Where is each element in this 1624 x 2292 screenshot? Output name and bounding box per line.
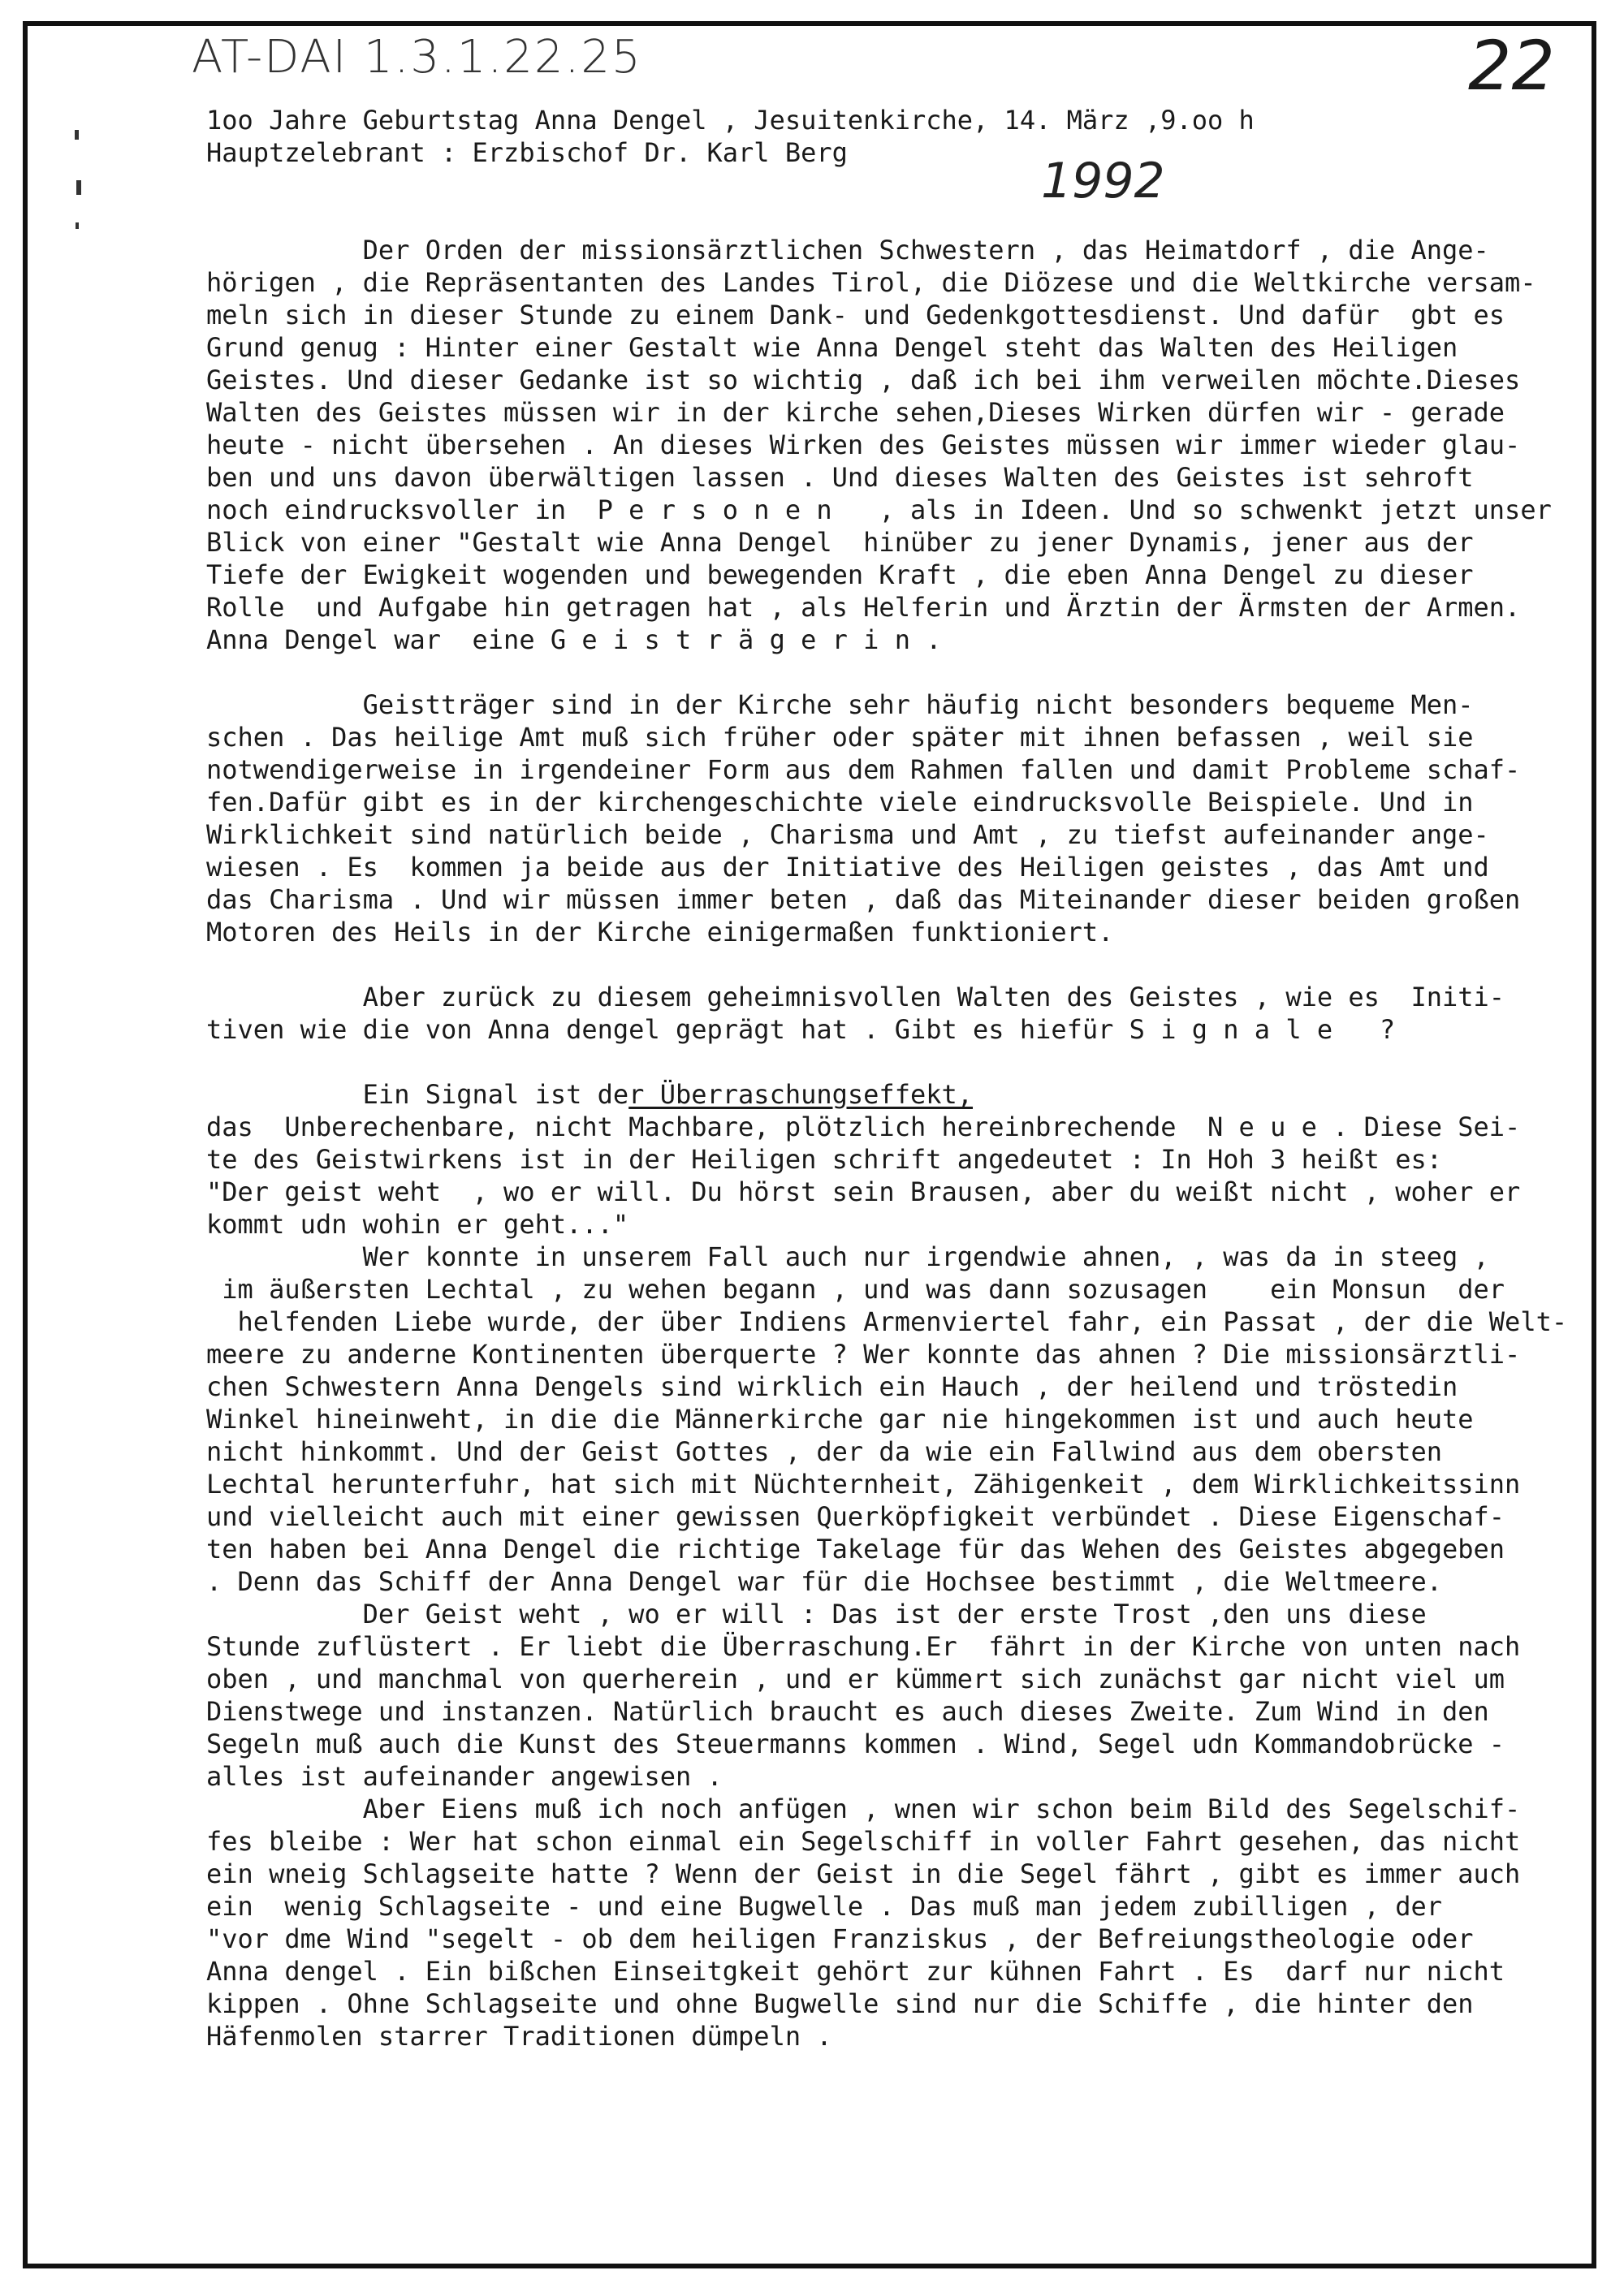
text-line: Der Orden der missionsärztlichen Schwestern , das Heimatdorf , die Ange-	[206, 235, 1489, 265]
text-line: noch eindrucksvoller in P e r s o n e n , als in Ideen. Und so schwenkt jetzt unser	[206, 494, 1552, 525]
margin-mark-1	[75, 130, 79, 140]
text-line: Winkel hineinweht, in die die Männerkirche gar nie hingekommen ist und auch heute	[206, 1404, 1474, 1435]
text-line: Geistes. Und dieser Gedanke ist so wichtig , daß ich bei ihm verweilen möchte.Dieses	[206, 365, 1521, 395]
text-line: chen Schwestern Anna Dengels sind wirklich ein Hauch , der heilend und tröstedin	[206, 1371, 1458, 1402]
text-line: tiven wie die von Anna dengel geprägt hat . Gibt es hiefür S i g n a l e ?	[206, 1014, 1396, 1045]
text-line: helfenden Liebe wurde, der über Indiens Armenviertel fahr, ein Passat , der die Welt-	[206, 1306, 1568, 1337]
text-line: Segeln muß auch die Kunst des Steuermanns kommen . Wind, Segel udn Kommandobrücke -	[206, 1729, 1505, 1759]
text-line: nicht hinkommt. Und der Geist Gottes , der da wie ein Fallwind aus dem obersten	[206, 1436, 1442, 1467]
text-line: meere zu anderne Kontinenten überquerte ? Wer konnte das ahnen ? Die missionsärztli-	[206, 1339, 1521, 1370]
text-line: Wirklichkeit sind natürlich beide , Charisma und Amt , zu tiefst aufeinander ange-	[206, 819, 1489, 850]
text-line: notwendigerweise in irgendeiner Form aus dem Rahmen fallen und damit Probleme schaf-	[206, 754, 1521, 785]
text-line: Anna Dengel war eine G e i s t r ä g e r i n .	[206, 624, 942, 655]
text-line: ten haben bei Anna Dengel die richtige Takelage für das Wehen des Geistes abgegeben	[206, 1534, 1505, 1565]
paragraph	[206, 1078, 1570, 2052]
text-line: Motoren des Heils in der Kirche einigermaßen funktioniert.	[206, 917, 1114, 947]
text-line: Anna dengel . Ein bißchen Einseitgkeit gehört zur kühnen Fahrt . Es darf nur nicht	[206, 1956, 1505, 1987]
handwritten-year: 1992	[1041, 153, 1165, 209]
paragraph	[206, 688, 1570, 948]
body-text	[206, 234, 1570, 2085]
text-line: Der Geist weht , wo er will : Das ist der erste Trost ,den uns diese	[206, 1599, 1427, 1629]
margin-mark-2	[76, 180, 81, 195]
text-line: "Der geist weht , wo er will. Du hörst sein Brausen, aber du weißt nicht , woher er	[206, 1176, 1521, 1207]
text-line: wiesen . Es kommen ja beide aus der Initiative des Heiligen geistes , das Amt und	[206, 852, 1489, 883]
text-line: Häfenmolen starrer Traditionen dümpeln .	[206, 2021, 832, 2052]
text-line: heute - nicht übersehen . An dieses Wirken des Geistes müssen wir immer wieder glau-	[206, 429, 1521, 460]
text-line: das Charisma . Und wir müssen immer beten , daß das Miteinander dieser beiden großen	[206, 884, 1521, 915]
text-line: kommt udn wohin er geht..."	[206, 1209, 629, 1240]
text-line: ein wenig Schlagseite - und eine Bugwelle . Das muß man jedem zubilligen , der	[206, 1891, 1442, 1922]
text-line: fes bleibe : Wer hat schon einmal ein Segelschiff in voller Fahrt gesehen, das nicht	[206, 1826, 1521, 1857]
text-line: alles ist aufeinander angewisen .	[206, 1761, 723, 1792]
text-line: das Unberechenbare, nicht Machbare, plötzlich hereinbrechende N e u e . Diese Sei-	[206, 1111, 1521, 1142]
text-line: Aber Eiens muß ich noch anfügen , wnen wir schon beim Bild des Segelschif-	[206, 1793, 1521, 1824]
paragraph	[206, 981, 1570, 1046]
text-line: meln sich in dieser Stunde zu einem Dank- und Gedenkgottesdienst. Und dafür gbt es	[206, 300, 1505, 330]
text-line: "vor dme Wind "segelt - ob dem heiligen Franziskus , der Befreiungstheologie oder	[206, 1923, 1474, 1954]
text-line: oben , und manchmal von querherein , und er kümmert sich zunächst gar nicht viel um	[206, 1664, 1505, 1694]
text-line: Geistträger sind in der Kirche sehr häufig nicht besonders bequeme Men-	[206, 689, 1474, 720]
text-line: Wer konnte in unserem Fall auch nur irgendwie ahnen, , was da in steeg ,	[206, 1241, 1489, 1272]
paragraph	[206, 234, 1570, 656]
text-line: und vielleicht auch mit einer gewissen Querköpfigkeit verbündet . Diese Eigenschaf-	[206, 1501, 1505, 1532]
text-line: Blick von einer "Gestalt wie Anna Dengel hinüber zu jener Dynamis, jener aus der	[206, 527, 1474, 558]
header-block	[206, 104, 1570, 169]
archive-reference: AT-DAI 1.3.1.22.25	[192, 31, 642, 84]
text-line: Stunde zuflüstert . Er liebt die Überraschung.Er fährt in der Kirche von unten nach	[206, 1631, 1521, 1662]
header-line: Hauptzelebrant : Erzbischof Dr. Karl Berg	[206, 137, 848, 168]
text-line: Rolle und Aufgabe hin getragen hat , als Helferin und Ärztin der Ärmsten der Armen.	[206, 592, 1521, 623]
text-line: . Denn das Schiff der Anna Dengel war für die Hochsee bestimmt , die Weltmeere.	[206, 1566, 1442, 1597]
text-line: Walten des Geistes müssen wir in der kirche sehen,Dieses Wirken dürfen wir - gerade	[206, 397, 1505, 428]
text-line: Tiefe der Ewigkeit wogenden und bewegenden Kraft , die eben Anna Dengel zu dieser	[206, 559, 1474, 590]
text-line: ben und uns davon überwältigen lassen . Und dieses Walten des Geistes ist sehroft	[206, 462, 1474, 493]
text-line: ein wneig Schlagseite hatte ? Wenn der Geist in die Segel fährt , gibt es immer auch	[206, 1858, 1521, 1889]
text-line: te des Geistwirkens ist in der Heiligen schrift angedeutet : In Hoh 3 heißt es:	[206, 1144, 1442, 1175]
page-number: 22	[1468, 26, 1555, 106]
margin-mark-3	[76, 222, 79, 229]
text-line: Lechtal herunterfuhr, hat sich mit Nüchternheit, Zähigenkeit , dem Wirklichkeitssinn	[206, 1469, 1521, 1500]
text-line: Grund genug : Hinter einer Gestalt wie Anna Dengel steht das Walten des Heiligen	[206, 332, 1458, 363]
text-line: Dienstwege und instanzen. Natürlich braucht es auch dieses Zweite. Zum Wind in den	[206, 1696, 1489, 1727]
text-line: im äußersten Lechtal , zu wehen begann , und was dann sozusagen ein Monsun der	[206, 1274, 1505, 1305]
text-line: fen.Dafür gibt es in der kirchengeschichte viele eindrucksvolle Beispiele. Und in	[206, 787, 1474, 818]
text-line: kippen . Ohne Schlagseite und ohne Bugwelle sind nur die Schiffe , die hinter den	[206, 1988, 1474, 2019]
header-line: 1oo Jahre Geburtstag Anna Dengel , Jesuitenkirche, 14. März ,9.oo h	[206, 105, 1255, 136]
text-line: Ein Signal ist der Überraschungseffekt,	[206, 1079, 974, 1110]
text-line: hörigen , die Repräsentanten des Landes Tirol, die Diözese und die Weltkirche versam-	[206, 267, 1536, 298]
text-line: schen . Das heilige Amt muß sich früher oder später mit ihnen befassen , weil sie	[206, 722, 1474, 753]
text-line: Aber zurück zu diesem geheimnisvollen Walten des Geistes , wie es Initi-	[206, 982, 1505, 1012]
